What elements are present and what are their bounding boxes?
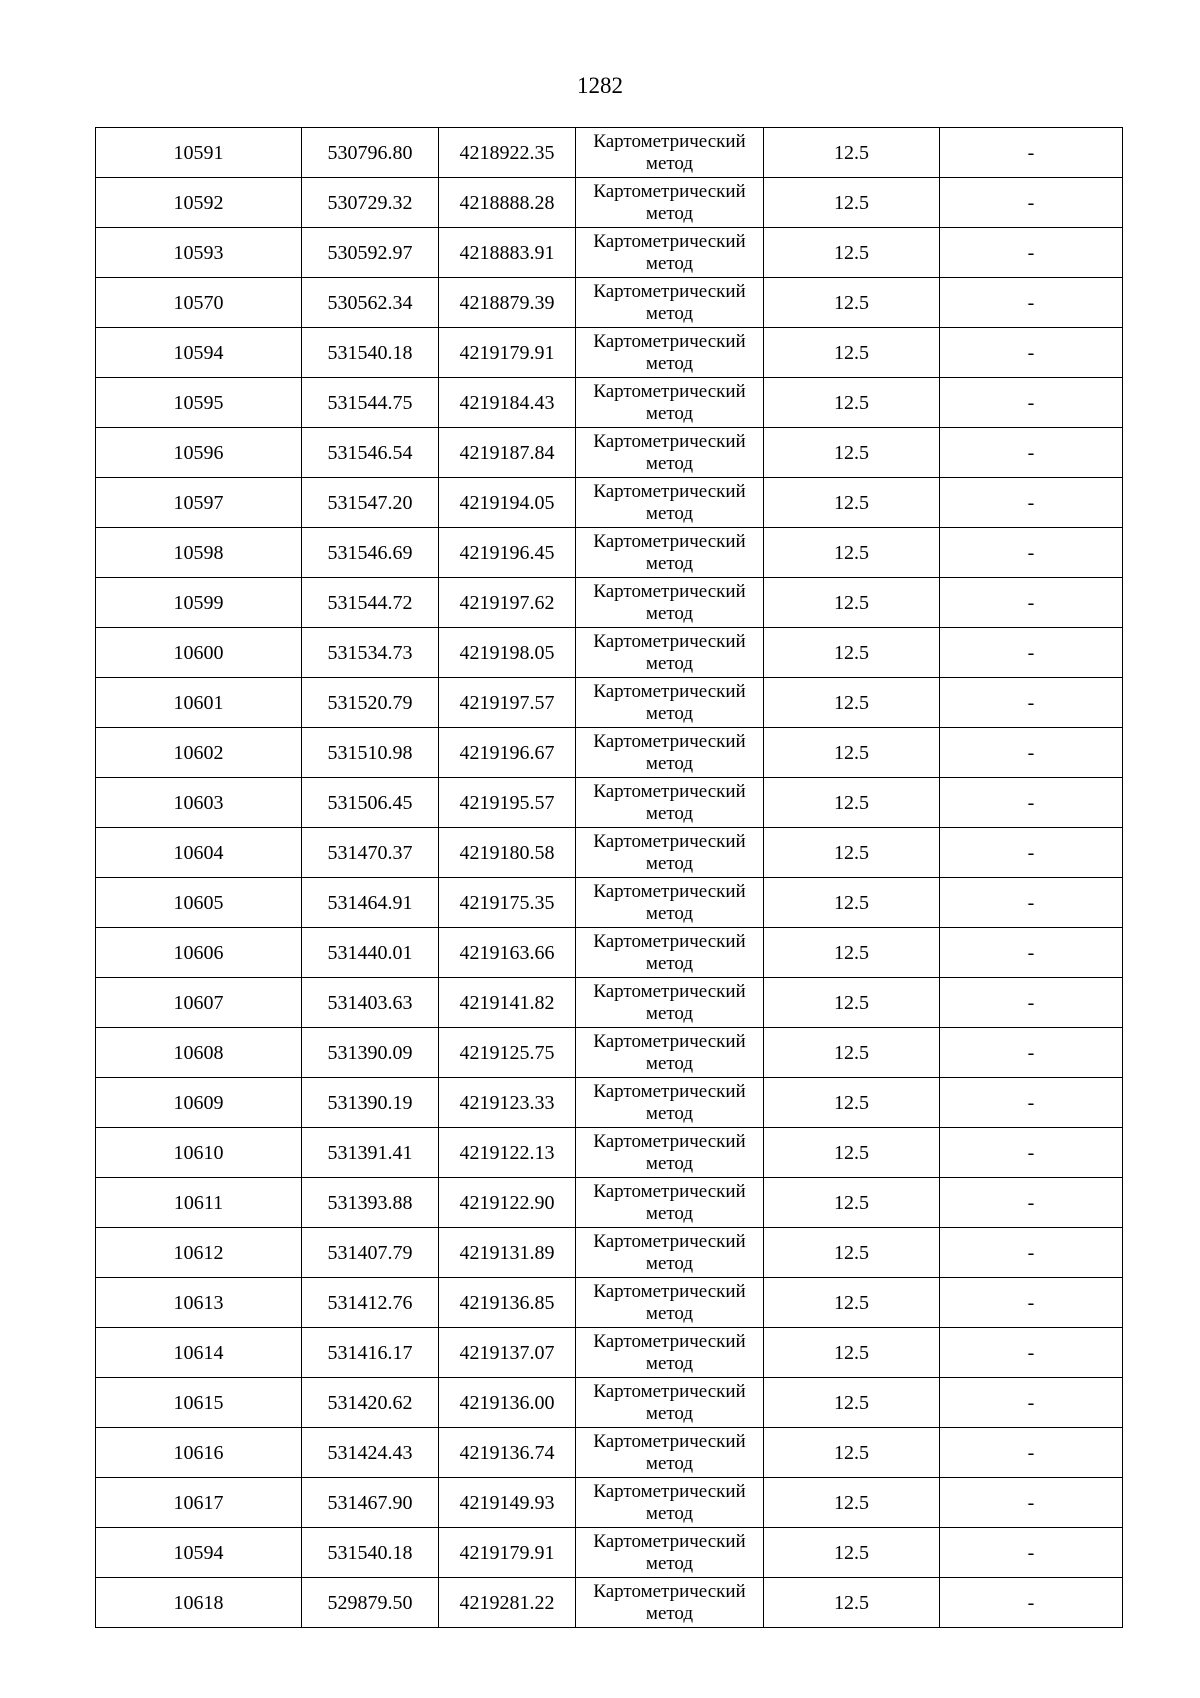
point-number-cell: 10605 <box>96 878 302 928</box>
note-cell: - <box>940 228 1123 278</box>
point-number-cell: 10595 <box>96 378 302 428</box>
method-line-1: Картометрический <box>593 1580 746 1602</box>
method-line-2: метод <box>645 1502 694 1524</box>
method-line-2: метод <box>645 1002 694 1024</box>
note-cell: - <box>940 928 1123 978</box>
method-cell <box>576 528 764 578</box>
y-coordinate-cell: 4219194.05 <box>439 478 576 528</box>
x-coordinate-cell: 531534.73 <box>302 628 439 678</box>
method-cell <box>576 1478 764 1528</box>
method-line-1: Картометрический <box>593 1480 746 1502</box>
x-coordinate-cell: 530592.97 <box>302 228 439 278</box>
method-line-1: Картометрический <box>593 830 746 852</box>
method-cell <box>576 828 764 878</box>
accuracy-cell: 12.5 <box>764 178 940 228</box>
y-coordinate-cell: 4219197.57 <box>439 678 576 728</box>
note-cell: - <box>940 278 1123 328</box>
method-line-1: Картометрический <box>593 1280 746 1302</box>
x-coordinate-cell: 531547.20 <box>302 478 439 528</box>
accuracy-cell: 12.5 <box>764 528 940 578</box>
y-coordinate-cell: 4219179.91 <box>439 328 576 378</box>
table-row <box>96 578 1123 628</box>
method-line-2: метод <box>645 302 694 324</box>
table-row <box>96 778 1123 828</box>
point-number-cell: 10598 <box>96 528 302 578</box>
y-coordinate-cell: 4219122.13 <box>439 1128 576 1178</box>
method-line-2: метод <box>645 1552 694 1574</box>
method-cell <box>576 878 764 928</box>
method-line-2: метод <box>645 1252 694 1274</box>
table-row <box>96 328 1123 378</box>
x-coordinate-cell: 531393.88 <box>302 1178 439 1228</box>
accuracy-cell: 12.5 <box>764 578 940 628</box>
method-line-1: Картометрический <box>593 130 746 152</box>
y-coordinate-cell: 4219195.57 <box>439 778 576 828</box>
point-number-cell: 10597 <box>96 478 302 528</box>
method-line-1: Картометрический <box>593 480 746 502</box>
method-line-2: метод <box>645 1402 694 1424</box>
method-line-1: Картометрический <box>593 880 746 902</box>
x-coordinate-cell: 531520.79 <box>302 678 439 728</box>
method-line-2: метод <box>645 952 694 974</box>
method-cell <box>576 278 764 328</box>
method-cell <box>576 328 764 378</box>
table-row <box>96 278 1123 328</box>
x-coordinate-cell: 531540.18 <box>302 328 439 378</box>
y-coordinate-cell: 4219123.33 <box>439 1078 576 1128</box>
note-cell: - <box>940 1128 1123 1178</box>
table-row <box>96 928 1123 978</box>
method-cell <box>576 478 764 528</box>
y-coordinate-cell: 4219141.82 <box>439 978 576 1028</box>
x-coordinate-cell: 531540.18 <box>302 1528 439 1578</box>
method-line-1: Картометрический <box>593 380 746 402</box>
accuracy-cell: 12.5 <box>764 428 940 478</box>
method-line-1: Картометрический <box>593 230 746 252</box>
point-number-cell: 10609 <box>96 1078 302 1128</box>
note-cell: - <box>940 1228 1123 1278</box>
table-row <box>96 1178 1123 1228</box>
method-line-2: метод <box>645 552 694 574</box>
note-cell: - <box>940 828 1123 878</box>
method-cell <box>576 978 764 1028</box>
note-cell: - <box>940 328 1123 378</box>
x-coordinate-cell: 531403.63 <box>302 978 439 1028</box>
y-coordinate-cell: 4219187.84 <box>439 428 576 478</box>
accuracy-cell: 12.5 <box>764 1578 940 1628</box>
note-cell: - <box>940 478 1123 528</box>
y-coordinate-cell: 4219184.43 <box>439 378 576 428</box>
accuracy-cell: 12.5 <box>764 1378 940 1428</box>
method-cell <box>576 1428 764 1478</box>
method-line-2: метод <box>645 752 694 774</box>
method-cell <box>576 178 764 228</box>
method-line-2: метод <box>645 1152 694 1174</box>
method-cell <box>576 778 764 828</box>
x-coordinate-cell: 531390.19 <box>302 1078 439 1128</box>
accuracy-cell: 12.5 <box>764 1528 940 1578</box>
x-coordinate-cell: 531546.69 <box>302 528 439 578</box>
note-cell: - <box>940 678 1123 728</box>
method-line-1: Картометрический <box>593 1530 746 1552</box>
table-row <box>96 1278 1123 1328</box>
method-line-2: метод <box>645 602 694 624</box>
y-coordinate-cell: 4219136.00 <box>439 1378 576 1428</box>
x-coordinate-cell: 530729.32 <box>302 178 439 228</box>
accuracy-cell: 12.5 <box>764 1028 940 1078</box>
method-line-2: метод <box>645 802 694 824</box>
table-row <box>96 1328 1123 1378</box>
y-coordinate-cell: 4218879.39 <box>439 278 576 328</box>
method-line-2: метод <box>645 352 694 374</box>
method-line-2: метод <box>645 652 694 674</box>
method-line-2: метод <box>645 502 694 524</box>
point-number-cell: 10594 <box>96 328 302 378</box>
note-cell: - <box>940 1028 1123 1078</box>
table-row <box>96 1378 1123 1428</box>
method-cell <box>576 1578 764 1628</box>
y-coordinate-cell: 4219180.58 <box>439 828 576 878</box>
method-line-2: метод <box>645 252 694 274</box>
point-number-cell: 10616 <box>96 1428 302 1478</box>
accuracy-cell: 12.5 <box>764 978 940 1028</box>
accuracy-cell: 12.5 <box>764 1078 940 1128</box>
table-row <box>96 178 1123 228</box>
accuracy-cell: 12.5 <box>764 1278 940 1328</box>
point-number-cell: 10604 <box>96 828 302 878</box>
table-body <box>96 128 1123 1628</box>
accuracy-cell: 12.5 <box>764 728 940 778</box>
table-row <box>96 1428 1123 1478</box>
y-coordinate-cell: 4219175.35 <box>439 878 576 928</box>
method-line-1: Картометрический <box>593 430 746 452</box>
table-row <box>96 428 1123 478</box>
y-coordinate-cell: 4219122.90 <box>439 1178 576 1228</box>
accuracy-cell: 12.5 <box>764 328 940 378</box>
y-coordinate-cell: 4218922.35 <box>439 128 576 178</box>
x-coordinate-cell: 531420.62 <box>302 1378 439 1428</box>
accuracy-cell: 12.5 <box>764 1478 940 1528</box>
note-cell: - <box>940 1578 1123 1628</box>
point-number-cell: 10618 <box>96 1578 302 1628</box>
x-coordinate-cell: 531390.09 <box>302 1028 439 1078</box>
method-line-1: Картометрический <box>593 1230 746 1252</box>
method-cell <box>576 1378 764 1428</box>
x-coordinate-cell: 531391.41 <box>302 1128 439 1178</box>
table-row <box>96 478 1123 528</box>
method-line-1: Картометрический <box>593 980 746 1002</box>
method-cell <box>576 1178 764 1228</box>
method-line-1: Картометрический <box>593 330 746 352</box>
note-cell: - <box>940 578 1123 628</box>
x-coordinate-cell: 530562.34 <box>302 278 439 328</box>
note-cell: - <box>940 528 1123 578</box>
point-number-cell: 10603 <box>96 778 302 828</box>
note-cell: - <box>940 628 1123 678</box>
x-coordinate-cell: 531510.98 <box>302 728 439 778</box>
note-cell: - <box>940 728 1123 778</box>
point-number-cell: 10607 <box>96 978 302 1028</box>
note-cell: - <box>940 1528 1123 1578</box>
y-coordinate-cell: 4219281.22 <box>439 1578 576 1628</box>
x-coordinate-cell: 531544.75 <box>302 378 439 428</box>
method-cell <box>576 1028 764 1078</box>
method-line-1: Картометрический <box>593 180 746 202</box>
table-row <box>96 828 1123 878</box>
table-row <box>96 1528 1123 1578</box>
method-line-1: Картометрический <box>593 1430 746 1452</box>
method-line-1: Картометрический <box>593 680 746 702</box>
x-coordinate-cell: 531440.01 <box>302 928 439 978</box>
accuracy-cell: 12.5 <box>764 228 940 278</box>
y-coordinate-cell: 4218883.91 <box>439 228 576 278</box>
note-cell: - <box>940 1478 1123 1528</box>
y-coordinate-cell: 4219196.45 <box>439 528 576 578</box>
method-line-2: метод <box>645 202 694 224</box>
accuracy-cell: 12.5 <box>764 278 940 328</box>
note-cell: - <box>940 878 1123 928</box>
accuracy-cell: 12.5 <box>764 1178 940 1228</box>
method-cell <box>576 378 764 428</box>
y-coordinate-cell: 4219131.89 <box>439 1228 576 1278</box>
method-line-2: метод <box>645 402 694 424</box>
x-coordinate-cell: 531544.72 <box>302 578 439 628</box>
accuracy-cell: 12.5 <box>764 478 940 528</box>
note-cell: - <box>940 128 1123 178</box>
accuracy-cell: 12.5 <box>764 1228 940 1278</box>
table-row <box>96 1578 1123 1628</box>
accuracy-cell: 12.5 <box>764 928 940 978</box>
note-cell: - <box>940 1078 1123 1128</box>
y-coordinate-cell: 4219137.07 <box>439 1328 576 1378</box>
x-coordinate-cell: 529879.50 <box>302 1578 439 1628</box>
method-line-1: Картометрический <box>593 580 746 602</box>
method-line-2: метод <box>645 1352 694 1374</box>
method-line-2: метод <box>645 1052 694 1074</box>
y-coordinate-cell: 4219136.74 <box>439 1428 576 1478</box>
point-number-cell: 10599 <box>96 578 302 628</box>
method-line-2: метод <box>645 852 694 874</box>
x-coordinate-cell: 530796.80 <box>302 128 439 178</box>
method-line-1: Картометрический <box>593 730 746 752</box>
point-number-cell: 10612 <box>96 1228 302 1278</box>
point-number-cell: 10570 <box>96 278 302 328</box>
method-line-2: метод <box>645 1102 694 1124</box>
note-cell: - <box>940 428 1123 478</box>
method-line-1: Картометрический <box>593 530 746 552</box>
method-line-1: Картометрический <box>593 780 746 802</box>
method-line-1: Картометрический <box>593 1080 746 1102</box>
point-number-cell: 10601 <box>96 678 302 728</box>
accuracy-cell: 12.5 <box>764 378 940 428</box>
table-row <box>96 1028 1123 1078</box>
method-cell <box>576 678 764 728</box>
note-cell: - <box>940 378 1123 428</box>
point-number-cell: 10610 <box>96 1128 302 1178</box>
method-line-2: метод <box>645 1602 694 1624</box>
method-line-1: Картометрический <box>593 930 746 952</box>
method-line-2: метод <box>645 902 694 924</box>
point-number-cell: 10592 <box>96 178 302 228</box>
point-number-cell: 10611 <box>96 1178 302 1228</box>
method-line-2: метод <box>645 152 694 174</box>
x-coordinate-cell: 531412.76 <box>302 1278 439 1328</box>
method-line-1: Картометрический <box>593 1330 746 1352</box>
y-coordinate-cell: 4219136.85 <box>439 1278 576 1328</box>
note-cell: - <box>940 1278 1123 1328</box>
table-row <box>96 128 1123 178</box>
point-number-cell: 10613 <box>96 1278 302 1328</box>
x-coordinate-cell: 531470.37 <box>302 828 439 878</box>
note-cell: - <box>940 978 1123 1028</box>
x-coordinate-cell: 531546.54 <box>302 428 439 478</box>
y-coordinate-cell: 4219149.93 <box>439 1478 576 1528</box>
method-cell <box>576 1228 764 1278</box>
accuracy-cell: 12.5 <box>764 1128 940 1178</box>
accuracy-cell: 12.5 <box>764 1428 940 1478</box>
table-row <box>96 228 1123 278</box>
method-cell <box>576 578 764 628</box>
accuracy-cell: 12.5 <box>764 1328 940 1378</box>
method-line-1: Картометрический <box>593 280 746 302</box>
point-number-cell: 10593 <box>96 228 302 278</box>
method-cell <box>576 1078 764 1128</box>
method-cell <box>576 728 764 778</box>
point-number-cell: 10602 <box>96 728 302 778</box>
x-coordinate-cell: 531506.45 <box>302 778 439 828</box>
method-line-2: метод <box>645 1302 694 1324</box>
x-coordinate-cell: 531467.90 <box>302 1478 439 1528</box>
point-number-cell: 10591 <box>96 128 302 178</box>
table-row <box>96 878 1123 928</box>
point-number-cell: 10594 <box>96 1528 302 1578</box>
note-cell: - <box>940 778 1123 828</box>
method-cell <box>576 628 764 678</box>
accuracy-cell: 12.5 <box>764 778 940 828</box>
page-number: 1282 <box>577 73 623 98</box>
point-number-cell: 10608 <box>96 1028 302 1078</box>
method-cell <box>576 1328 764 1378</box>
coordinates-table <box>95 127 1123 1628</box>
accuracy-cell: 12.5 <box>764 878 940 928</box>
note-cell: - <box>940 178 1123 228</box>
method-cell <box>576 228 764 278</box>
method-cell <box>576 128 764 178</box>
table-row <box>96 378 1123 428</box>
table-row <box>96 1128 1123 1178</box>
x-coordinate-cell: 531424.43 <box>302 1428 439 1478</box>
table-row <box>96 678 1123 728</box>
y-coordinate-cell: 4219125.75 <box>439 1028 576 1078</box>
note-cell: - <box>940 1328 1123 1378</box>
x-coordinate-cell: 531407.79 <box>302 1228 439 1278</box>
method-line-2: метод <box>645 1452 694 1474</box>
table-row <box>96 1228 1123 1278</box>
method-line-1: Картометрический <box>593 1180 746 1202</box>
point-number-cell: 10617 <box>96 1478 302 1528</box>
point-number-cell: 10606 <box>96 928 302 978</box>
y-coordinate-cell: 4219198.05 <box>439 628 576 678</box>
method-line-1: Картометрический <box>593 1130 746 1152</box>
y-coordinate-cell: 4219179.91 <box>439 1528 576 1578</box>
table-row <box>96 728 1123 778</box>
table-row <box>96 1478 1123 1528</box>
point-number-cell: 10614 <box>96 1328 302 1378</box>
note-cell: - <box>940 1178 1123 1228</box>
point-number-cell: 10600 <box>96 628 302 678</box>
method-cell <box>576 1528 764 1578</box>
x-coordinate-cell: 531416.17 <box>302 1328 439 1378</box>
method-cell <box>576 1278 764 1328</box>
method-line-1: Картометрический <box>593 630 746 652</box>
method-line-1: Картометрический <box>593 1380 746 1402</box>
accuracy-cell: 12.5 <box>764 628 940 678</box>
point-number-cell: 10615 <box>96 1378 302 1428</box>
table-row <box>96 978 1123 1028</box>
method-cell <box>576 428 764 478</box>
y-coordinate-cell: 4218888.28 <box>439 178 576 228</box>
method-line-1: Картометрический <box>593 1030 746 1052</box>
table-row <box>96 1078 1123 1128</box>
method-cell <box>576 1128 764 1178</box>
table-row <box>96 628 1123 678</box>
method-line-2: метод <box>645 1202 694 1224</box>
accuracy-cell: 12.5 <box>764 828 940 878</box>
y-coordinate-cell: 4219163.66 <box>439 928 576 978</box>
y-coordinate-cell: 4219196.67 <box>439 728 576 778</box>
accuracy-cell: 12.5 <box>764 678 940 728</box>
note-cell: - <box>940 1378 1123 1428</box>
method-cell <box>576 928 764 978</box>
accuracy-cell: 12.5 <box>764 128 940 178</box>
note-cell: - <box>940 1428 1123 1478</box>
method-line-2: метод <box>645 702 694 724</box>
y-coordinate-cell: 4219197.62 <box>439 578 576 628</box>
table-row <box>96 528 1123 578</box>
x-coordinate-cell: 531464.91 <box>302 878 439 928</box>
point-number-cell: 10596 <box>96 428 302 478</box>
method-line-2: метод <box>645 452 694 474</box>
